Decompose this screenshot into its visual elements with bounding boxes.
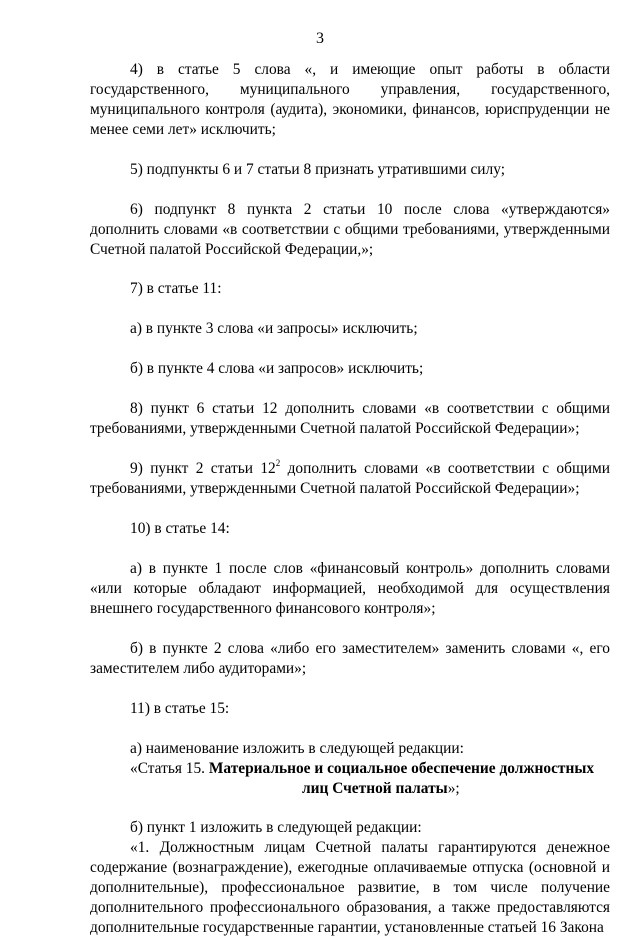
amendment-item-10b: б) в пункте 2 слова «либо его заместителем» заменить словами «, его заместителем либо аудиторами»; bbox=[90, 640, 610, 677]
amendment-item-4: 4) в статье 5 слова «, и имеющие опыт работы в области государственного, муниципального управления, государственного, муниципального контроля (аудита), экономики, финансов, юриспруденции не менее семи лет» исключить; bbox=[90, 61, 610, 138]
amendment-item-6: 6) подпункт 8 пункта 2 статьи 10 после слова «утверждаются» дополнить словами «в соответствии с общими требованиями, утвержденными Счетной палатой Российской Федерации,»; bbox=[90, 201, 610, 258]
amendment-item-9-start: 9) пункт 2 статьи 12 bbox=[130, 460, 276, 477]
page-number: 3 bbox=[316, 30, 324, 47]
amendment-item-10: 10) в статье 14: bbox=[130, 520, 230, 537]
amendment-item-9-end: дополнить словами «в соответствии с общими требованиями, утвержденными Счетной палатой Российской Федерации»; bbox=[90, 460, 611, 497]
amendment-item-11: 11) в статье 15: bbox=[130, 700, 230, 717]
article-heading bbox=[90, 759, 610, 779]
document-body bbox=[90, 60, 610, 938]
amendment-item-10a: а) в пункте 1 после слов «финансовый контроль» дополнить словами «или которые обладают информацией, необходимой для осуществления внешнего государственного финансового контроля»; bbox=[90, 560, 610, 617]
amendment-item-5: 5) подпункты 6 и 7 статьи 8 признать утратившими силу; bbox=[130, 161, 505, 178]
amendment-item-11b: б) пункт 1 изложить в следующей редакции: bbox=[130, 819, 422, 836]
superscript: 2 bbox=[275, 458, 281, 468]
article-heading-lead: «Статья 15. bbox=[130, 760, 209, 777]
article-heading-title: Материальное и социальное обеспечение должностных bbox=[208, 760, 595, 777]
amendment-item-11a: а) наименование изложить в следующей редакции: bbox=[130, 740, 464, 757]
article-heading-continuation bbox=[90, 779, 610, 799]
amendment-item-7a: а) в пункте 3 слова «и запросы» исключить; bbox=[130, 320, 418, 337]
amendment-item-7: 7) в статье 11: bbox=[130, 280, 222, 297]
article-heading-tail: »; bbox=[447, 780, 460, 797]
quoted-clause-1: «1. Должностным лицам Счетной палаты гарантируются денежное содержание (вознаграждение), ежегодные оплачиваемые отпуска (основной и дополнительные), профессиональное развитие, в том числе получение дополнительного профессионального образования, а также предоставляются дополнительные государственные гарантии, установленные статьей 16 Закона bbox=[90, 839, 610, 936]
amendment-item-7b: б) в пункте 4 слова «и запросов» исключить; bbox=[130, 360, 424, 377]
amendment-item-9 bbox=[90, 459, 610, 499]
amendment-item-8: 8) пункт 6 статьи 12 дополнить словами «в соответствии с общими требованиями, утвержденными Счетной палатой Российской Федерации»; bbox=[90, 400, 610, 437]
article-heading-title-end: лиц Счетной палаты bbox=[302, 780, 448, 797]
